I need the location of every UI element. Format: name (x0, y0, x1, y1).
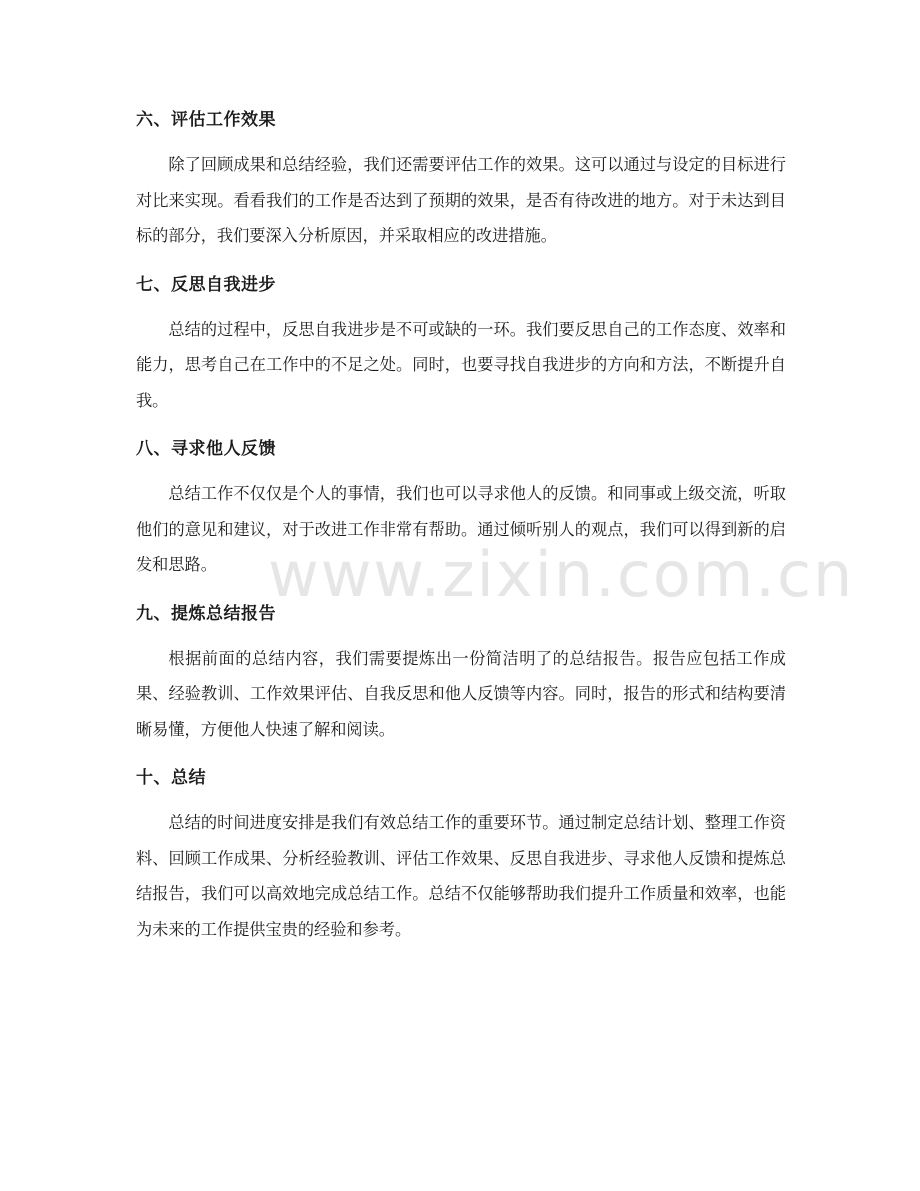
section-6 (136, 106, 786, 254)
section-paragraph: 总结工作不仅仅是个人的事情，我们也可以寻求他人的反馈。和同事或上级交流，听取他们的意见和建议，对于改进工作非常有帮助。通过倾听别人的观点，我们可以得到新的启发和思路。 (136, 484, 786, 574)
watermark: www.zixin.com.cn (268, 538, 855, 611)
section-heading: 八、寻求他人反馈 (136, 439, 276, 459)
section-heading: 九、提炼总结报告 (136, 603, 276, 624)
section-paragraph: 根据前面的总结内容，我们需要提炼出一份简洁明了的总结报告。报告应包括工作成果、经验教训、工作效果评估、自我反思和他人反馈等内容。同时，报告的形式和结构要清晰易懂，方便他人快速了解和阅读。 (136, 648, 786, 739)
section-heading: 十、总结 (136, 768, 206, 788)
section-8 (136, 435, 786, 583)
section-paragraph: 总结的过程中，反思自我进步是不可或缺的一环。我们要反思自己的工作态度、效率和能力，思考自己在工作中的不足之处。同时，也要寻找自我进步的方向和方法，不断提升自我。 (136, 319, 786, 410)
section-paragraph: 除了回顾成果和总结经验，我们还需要评估工作的效果。这可以通过与设定的目标进行对比来实现。看看我们的工作是否达到了预期的效果，是否有待改进的地方。对于未达到目标的部分，我们要深入分析原因，并采取相应的改进措施。 (136, 155, 786, 245)
section-7 (136, 271, 786, 419)
section-9 (136, 600, 786, 748)
section-heading: 六、评估工作效果 (136, 110, 276, 130)
document-content (136, 106, 786, 964)
section-paragraph: 总结的时间进度安排是我们有效总结工作的重要环节。通过制定总结计划、整理工作资料、回顾工作成果、分析经验教训、评估工作效果、反思自我进步、寻求他人反馈和提炼总结报告，我们可以高效地完成总结工作。总结不仅能够帮助我们提升工作质量和效率，也能为未来的工作提供宝贵的经验和参考。 (136, 813, 786, 939)
section-10 (136, 764, 786, 947)
section-heading: 七、反思自我进步 (136, 274, 276, 295)
